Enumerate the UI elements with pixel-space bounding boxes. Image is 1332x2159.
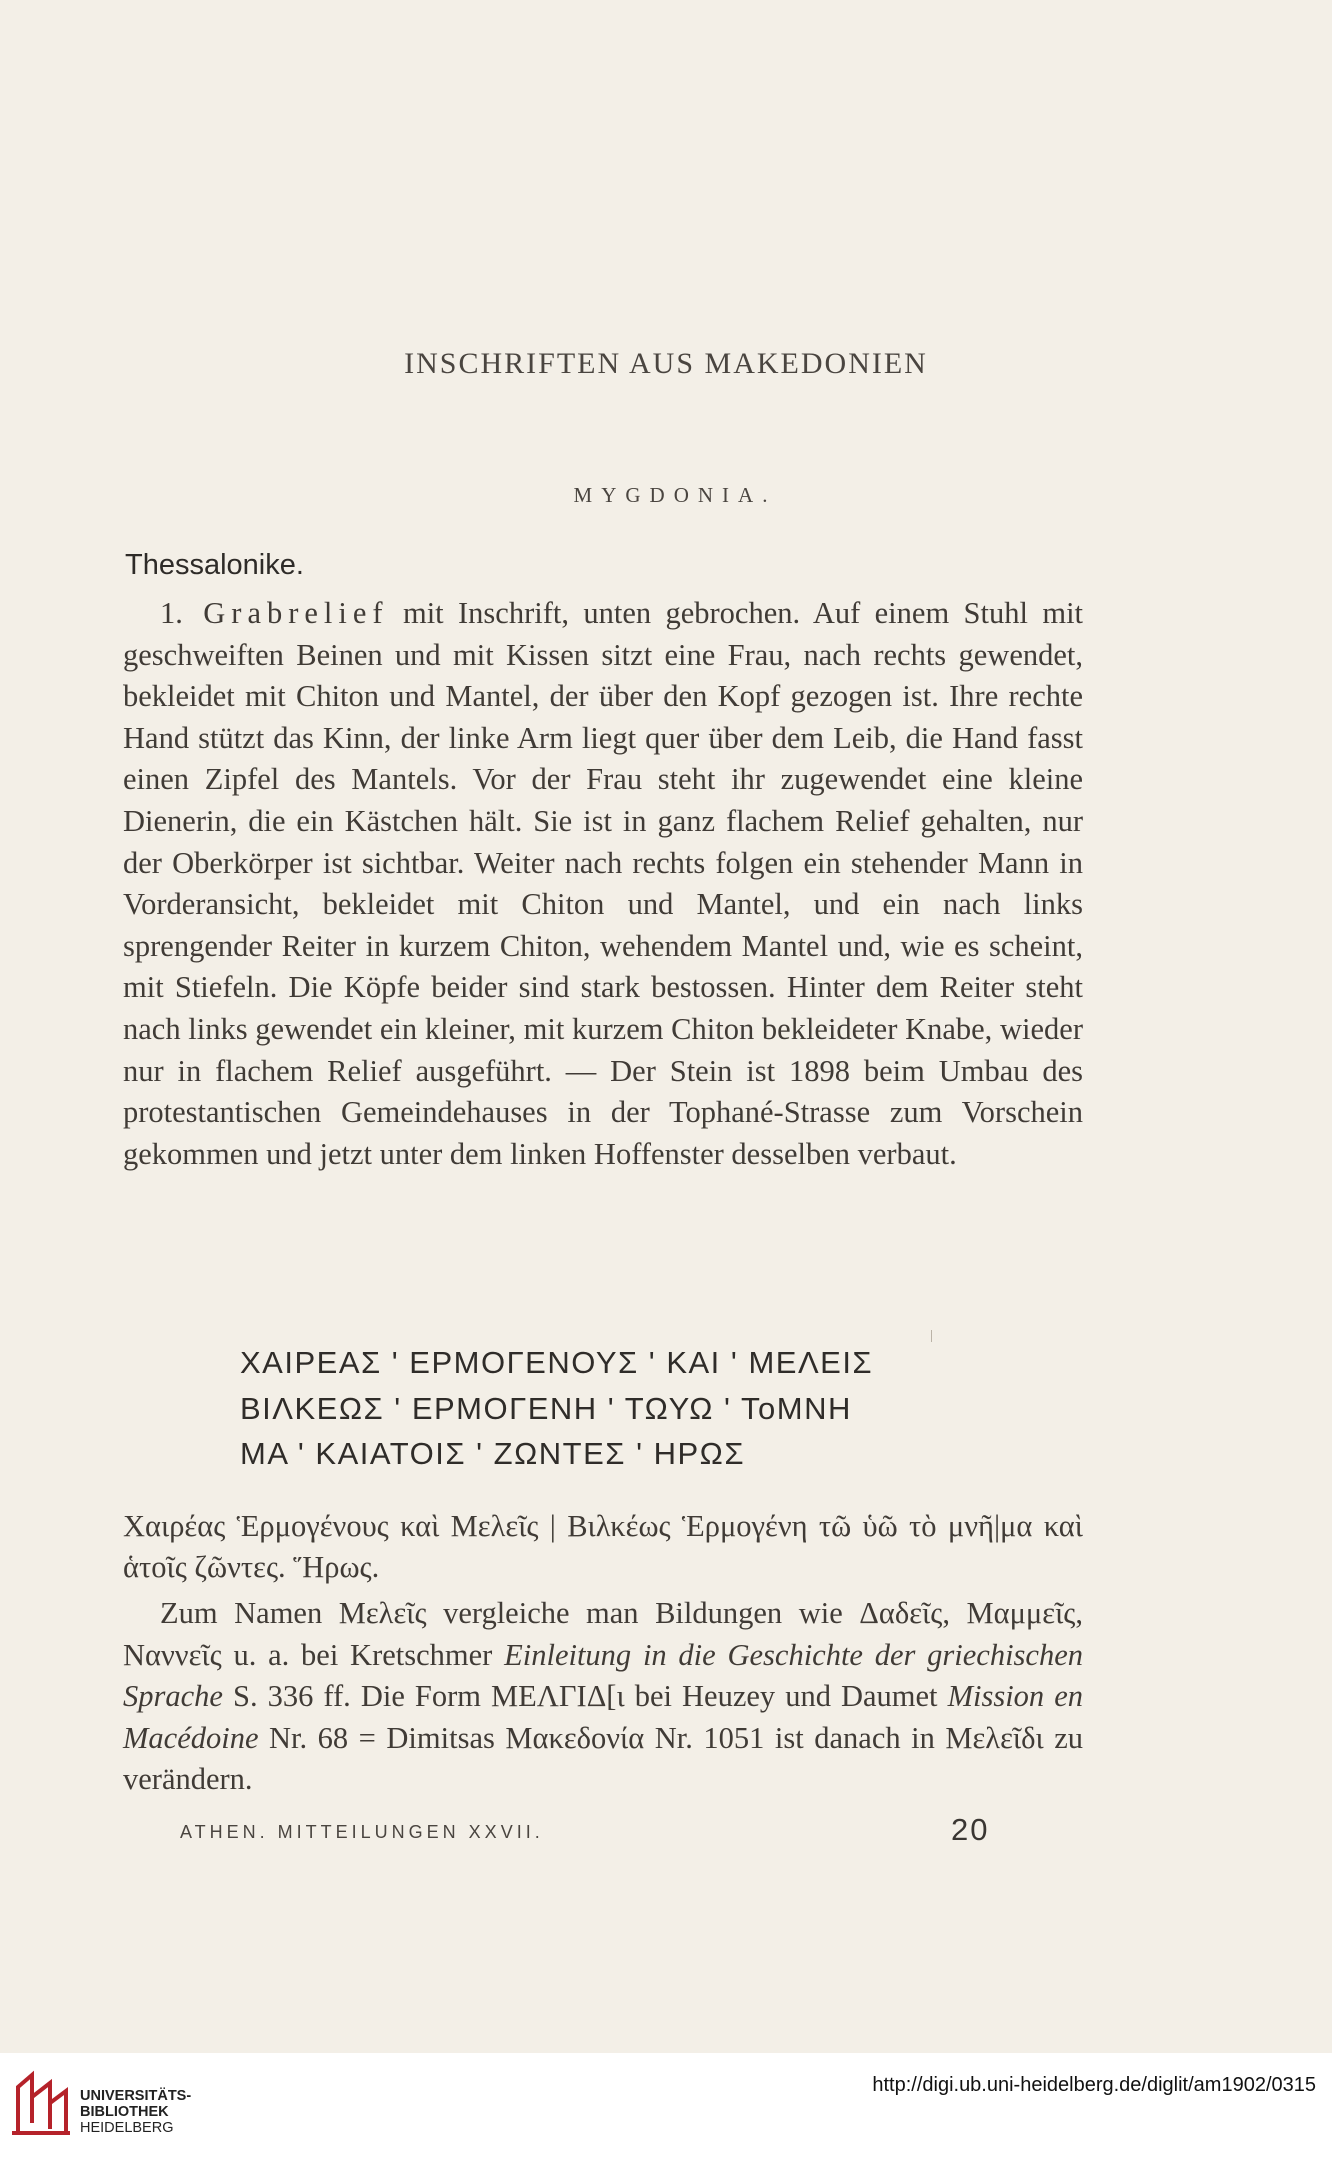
note-text: Nr. 68 = Dimitsas Μακεδονία Nr. 1051 ist danach in Μελεῖδι zu verändern. <box>123 1720 1083 1797</box>
entry-paragraph <box>123 593 1083 1175</box>
section-heading: MYGDONIA. <box>573 483 777 507</box>
sheet-number: 20 <box>951 1812 990 1847</box>
inscription-line: ΜΑ ' ΚΑΙΑΤΟΙΣ ' ΖΩΝΤΕΣ ' ΗΡΩΣ <box>240 1436 746 1471</box>
note-text: Zum Namen Μελεῖς vergleiche man Bildungen wie Δαδεῖς, Μαμμεῖς, Ναννεῖς u. a. bei Kretschmer <box>123 1596 1083 1672</box>
library-name-line1: UNIVERSITÄTS- <box>80 2088 192 2104</box>
entry-body: mit Inschrift, unten gebrochen. Auf einem Stuhl mit geschweiften Beinen und mit Kissen sitzt eine Frau, nach rechts gewendet, bekleidet mit Chiton und Mantel, der über den Kopf gezogen ist. Ihre rechte Hand stützt das Kinn, der linke Arm liegt quer über dem Leib, die Hand fasst einen Zipfel des Mantels. Vor der Frau steht ihr zugewendet eine kleine Dienerin, die ein Kästchen hält. Sie ist in ganz flachem Relief gehalten, nur der Oberkörper ist sichtbar. Weiter nach rechts folgen ein stehender Mann in Vorderansicht, bekleidet mit Chiton und Mantel, und ein nach links sprengender Reiter in kurzem Chiton, wehendem Mantel und, wie es scheint, mit Stiefeln. Die Köpfe beider sind stark bestossen. Hinter dem Reiter steht nach links gewendet ein kleiner, mit kurzem Chiton bekleideter Knabe, wieder nur in flachem Relief ausgeführt. — Der Stein ist 1898 beim Umbau des protestantischen Gemeindehauses in der Tophané-Strasse zum Vorschein gekommen und jetzt unter dem linken Hoffenster desselben verbaut. <box>123 596 1084 1171</box>
library-name-line3: HEIDELBERG <box>80 2120 174 2136</box>
heidelberg-library-logo-icon[interactable] <box>10 2067 72 2139</box>
transcription: Χαιρέας Ἑρμογένους καὶ Μελεῖς | Βιλκέως Ἑρμογένη τῶ ὑῶ τὸ μνῆ|μα καὶ ἁτοῖς ζῶντες. Ἥρως. <box>123 1509 1083 1584</box>
entry-number: 1. <box>160 596 183 630</box>
note-title-italic: Einleitung in die Geschichte der griechischen Sprache <box>123 1637 1083 1714</box>
library-name-line2: BIBLIOTHEK <box>80 2104 169 2120</box>
place-heading: Thessalonike. <box>125 549 304 581</box>
inscription-line: ΧΑΙΡΕΑΣ ' ΕΡΜΟΓΕΝΟΥΣ ' ΚΑΙ ' ΜΕΛΕΙΣ <box>240 1345 874 1380</box>
digitization-bar <box>0 2053 1332 2159</box>
inscription-block <box>240 1340 1140 1477</box>
note-text: S. 336 ff. Die Form ΜΕΛΓΙΔ[ι bei Heuzey und Daumet <box>222 1679 948 1714</box>
inscription-line: ΒΙΛΚΕΩΣ ' ΕΡΜΟΓΕΝΗ ' ΤΩΥΩ ' ΤοΜΝΗ <box>240 1390 852 1426</box>
journal-signature: ATHEN. MITTEILUNGEN XXVII. <box>180 1822 544 1842</box>
entry-lead: Grabrelief <box>203 596 389 630</box>
note-title-italic: Mission en Macédoine <box>123 1679 1083 1755</box>
page-title: INSCHRIFTEN AUS MAKEDONIEN <box>404 347 928 380</box>
library-name[interactable] <box>80 2088 191 2136</box>
note-paragraph <box>123 1593 1083 1801</box>
source-url-link[interactable]: http://digi.ub.uni-heidelberg.de/diglit/am1902/0315 <box>872 2074 1316 2096</box>
